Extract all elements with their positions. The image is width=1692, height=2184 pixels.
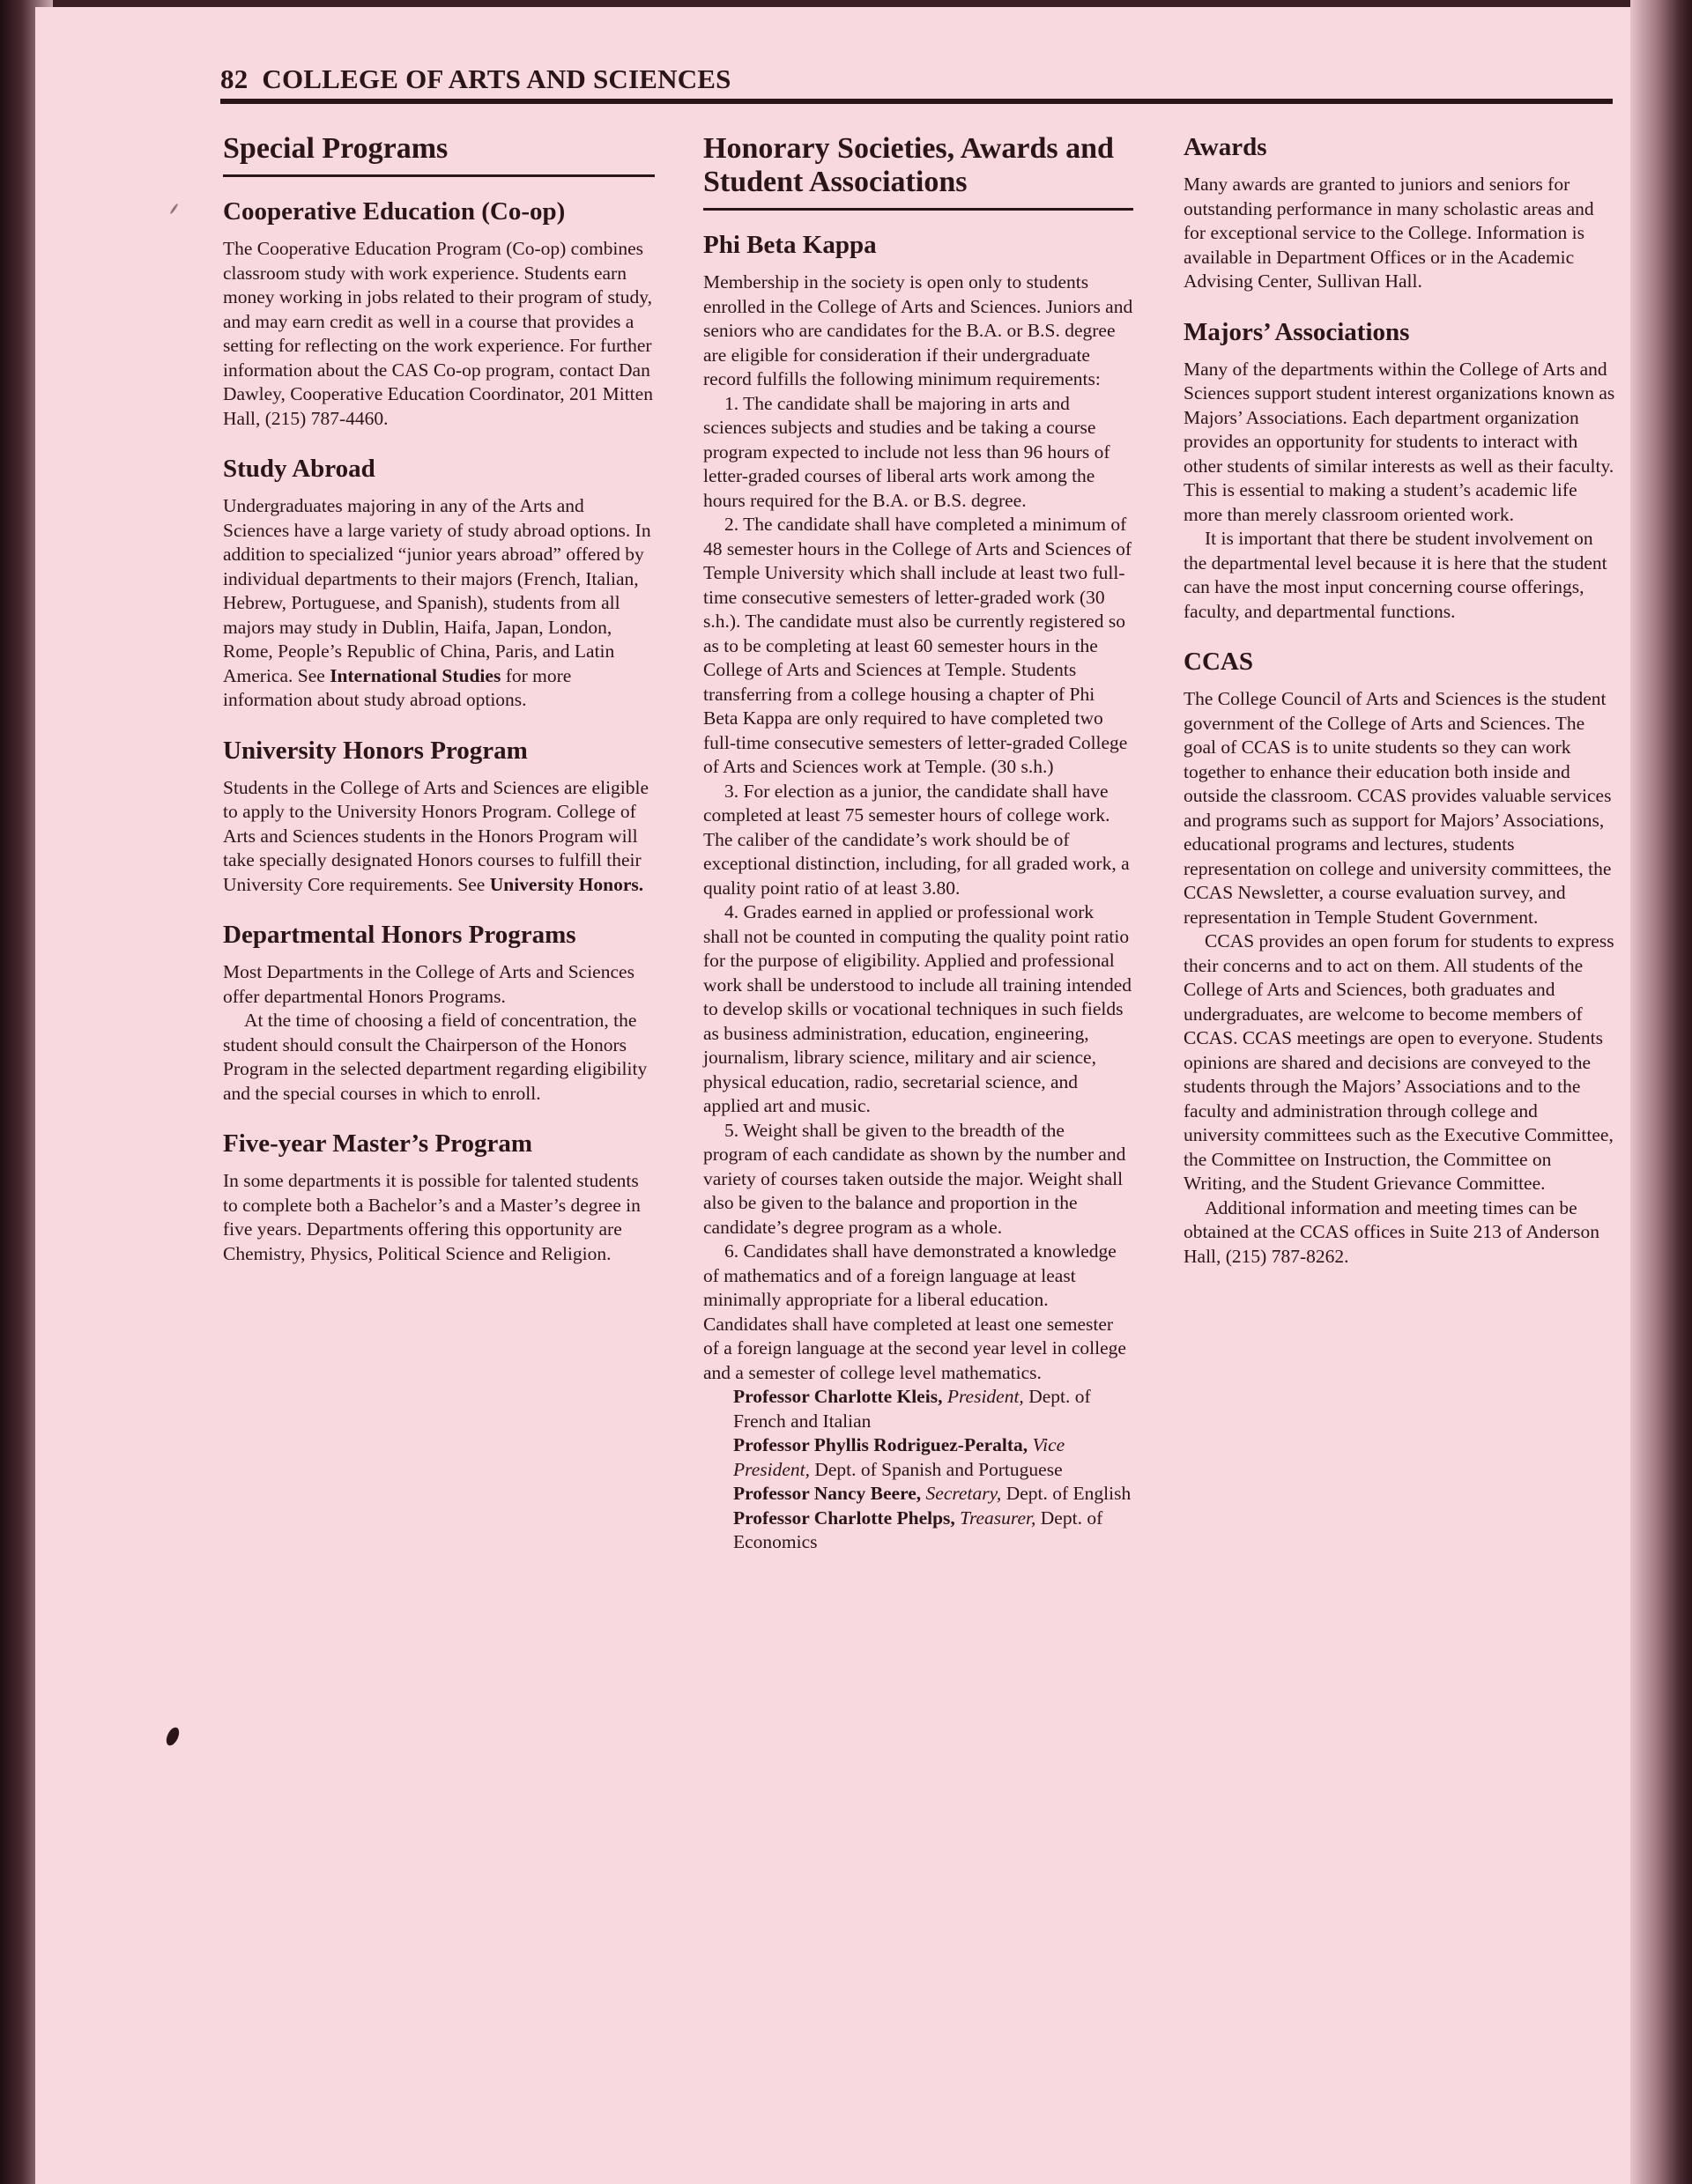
officer-vice-president: Professor Phyllis Rodriguez-Peralta, Vice President, Dept. of Spanish and Portuguese: [733, 1434, 1065, 1480]
section-title-honorary-societies: Honorary Societies, Awards and Student Associations: [703, 132, 1114, 198]
link-international-studies: International Studies: [330, 664, 501, 686]
officer-treasurer: Professor Charlotte Phelps, Treasurer, Dept. of Economics: [733, 1507, 1103, 1552]
dept-honors-text-1: Most Departments in the College of Arts and Sciences offer departmental Honors Programs.: [223, 961, 634, 1007]
heading-departmental-honors: Departmental Honors Programs: [223, 921, 576, 949]
heading-study-abroad: Study Abroad: [223, 455, 375, 483]
study-abroad-text: Undergraduates majoring in any of the Arts and Sciences have a large variety of study abroad options. In addition to specialized “junior years abroad” offered by individual departments to their majors (French, Italian, Hebrew, Portuguese, and Spanish), students from all majors may study in Dublin, Haifa, Japan, London, Rome, People’s Republic of China, Paris, and Latin America. See International Studies for more information about study abroad options.: [223, 495, 651, 710]
masters-text: In some departments it is possible for talented students to complete both a Bachelor’s and a Master’s degree in five years. Departments offering this opportunity are Chemistry, Physics, Political Science and Religion.: [223, 1170, 641, 1264]
pbk-requirement-3: 3. For election as a junior, the candidate shall have completed at least 75 semester hours of college work. The caliber of the candidate’s work should be of exceptional distinction, including, for all graded work, a quality point ratio of at least 3.80.: [703, 780, 1130, 899]
heading-ccas: CCAS: [1184, 648, 1253, 676]
section-rule: [703, 208, 1133, 211]
header-title: COLLEGE OF ARTS AND SCIENCES: [262, 63, 731, 94]
pbk-requirement-5: 5. Weight shall be given to the breadth of the program of each candidate as shown by the number and variety of courses taken outside the major. Weight shall also be given to the balance and proportion in the candidate’s degree program as a whole.: [703, 1119, 1126, 1238]
ccas-text-2: CCAS provides an open forum for students to express their concerns and to act on them. All students of the College of Arts and Sciences, both graduates and undergraduates, are welcome to become members of CCAS. CCAS meetings are open to everyone. Students opinions are shared and decisions are conveyed to the students through the Majors’ Associations and to the faculty and administration through college and university committees such as the Executive Committee, the Committee on Instruction, the Committee on Writing, and the Student Grievance Committee.: [1184, 930, 1614, 1194]
majors-text-2: It is important that there be student involvement on the departmental level because it is here that the student can have the most input concerning course offerings, faculty, and departmental functions.: [1184, 528, 1607, 622]
page-number: 82: [220, 63, 249, 94]
pbk-requirement-6: 6. Candidates shall have demonstrated a knowledge of mathematics and of a foreign language at least minimally appropriate for a liberal education. Candidates shall have completed at least one semester of a foreign language at the second year level in college and a semester of college level mathematics.: [703, 1240, 1126, 1383]
pbk-intro: Membership in the society is open only to students enrolled in the College of Arts and Sciences. Juniors and seniors who are candidates for the B.A. or B.S. degree are eligible for consideration if their undergraduate record fulfills the following minimum requirements:: [703, 271, 1133, 389]
officer-secretary: Professor Nancy Beere, Secretary, Dept. of English: [733, 1483, 1132, 1504]
ccas-text-3: Additional information and meeting times can be obtained at the CCAS offices in Suite 213 of Anderson Hall, (215) 787-8262.: [1184, 1196, 1599, 1267]
heading-awards: Awards: [1184, 133, 1267, 161]
awards-text: Many awards are granted to juniors and seniors for outstanding performance in many scholastic areas and for exceptional service to the College. Information is available in Department Offices or in the Academic Advising Center, Sullivan Hall.: [1184, 174, 1594, 292]
section-rule: [223, 174, 655, 177]
heading-majors-associations: Majors’ Associations: [1184, 317, 1410, 346]
section-title-special-programs: Special Programs: [223, 132, 449, 165]
heading-phi-beta-kappa: Phi Beta Kappa: [703, 231, 877, 259]
ccas-text-1: The College Council of Arts and Sciences is the student government of the College of Arts and Sciences. The goal of CCAS is to unite students so they can work together to enhance their education both inside and outside the classroom. CCAS provides valuable services and programs such as support for Majors’ Associations, educational programs and lectures, students representation on college and university committees, the CCAS Newsletter, a course evaluation survey, and representation in Temple Student Government.: [1184, 688, 1612, 928]
heading-coop: Cooperative Education (Co-op): [223, 197, 566, 226]
heading-five-year-masters: Five-year Master’s Program: [223, 1129, 533, 1158]
honors-text: Students in the College of Arts and Sciences are eligible to apply to the University Honors Program. College of Arts and Sciences students in the Honors Program will take specially designated Honors courses to fulfill their University Core requirements. See University Honors.: [223, 776, 649, 895]
officer-president: Professor Charlotte Kleis, President, Dept. of French and Italian: [733, 1386, 1091, 1432]
pbk-requirement-1: 1. The candidate shall be majoring in arts and sciences subjects and studies and be taking a course program expected to include not less than 96 hours of letter-graded courses of liberal arts work among the hours required for the B.A. or B.S. degree.: [703, 392, 1110, 511]
column-left: [223, 132, 655, 1266]
majors-text-1: Many of the departments within the College of Arts and Sciences support student interest organizations known as Majors’ Associations. Each department organization provides an opportunity for students to interact with other students of similar interests as well as their faculty. This is essential to making a student’s academic life more than merely classroom oriented work.: [1184, 358, 1615, 525]
pbk-requirement-2: 2. The candidate shall have completed a minimum of 48 semester hours in the College of Arts and Sciences of Temple University which shall include at least two full-time consecutive semesters of letter-graded work (30 s.h.). The candidate must also be currently registered so as to be completing at least 60 semester hours in the College of Arts and Sciences at Temple. Students transferring from a college housing a chapter of Phi Beta Kappa are only required to have completed two full-time consecutive semesters of letter-graded College of Arts and Sciences work at Temple. (30 s.h.): [703, 514, 1132, 777]
page-edge: [1630, 0, 1692, 2184]
heading-university-honors: University Honors Program: [223, 736, 528, 765]
dept-honors-text-2: At the time of choosing a field of concentration, the student should consult the Chairperson of the Honors Program in the selected department regarding eligibility and the special courses in which to enroll.: [223, 1010, 648, 1104]
running-header: [220, 60, 1613, 104]
link-university-honors: University Honors.: [489, 873, 644, 895]
pbk-requirement-4: 4. Grades earned in applied or professional work shall not be counted in computing the quality point ratio for the purpose of eligibility. Applied and professional work shall be understood to include all training intended to develop skills or vocational techniques in such fields as business administration, education, engineering, journalism, library science, military and air science, physical education, radio, secretarial science, and applied art and music.: [703, 901, 1132, 1116]
column-right: [1184, 132, 1615, 1269]
column-middle: [703, 132, 1133, 1555]
coop-text: The Cooperative Education Program (Co-op) combines classroom study with work experience. Students earn money working in jobs related to their program of study, and may earn credit as well in a course that provides a setting for reflecting on the work experience. For further information about the CAS Co-op program, contact Dan Dawley, Cooperative Education Coordinator, 201 Mitten Hall, (215) 787-4460.: [223, 238, 653, 429]
